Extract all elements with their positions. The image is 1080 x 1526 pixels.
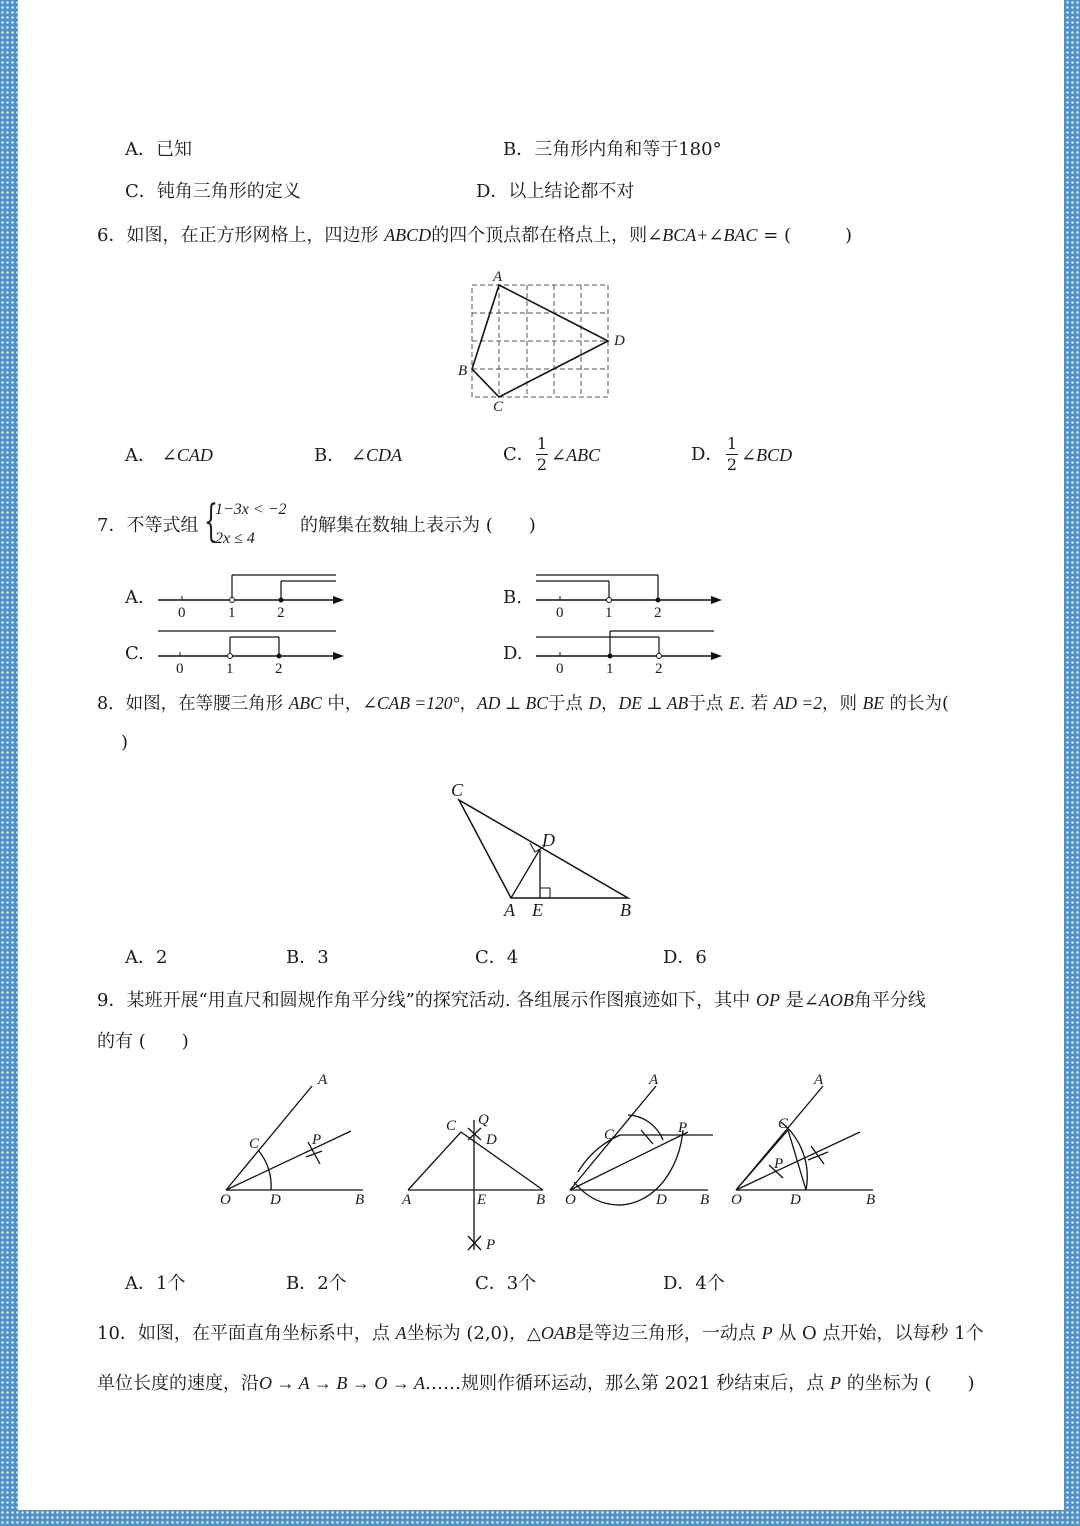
q9-figures [208,1060,888,1260]
q9-f2-label-c: C [446,1118,457,1134]
q9-option-b[interactable]: B．2个 [286,1273,347,1294]
q9-f2-label-d: D [486,1132,497,1148]
q7-option-c-numberline [158,626,348,676]
q10-stem-line2: 单位长度的速度，沿O → A → B → O → A……规则作循环运动，那么第 2021 秒结束后，点 P 的坐标为 ( ) [97,1373,975,1394]
q9-f2-label-b: B [536,1192,546,1208]
q9-stem-line2: 的有 ( ) [97,1031,189,1052]
q7-option-d-numberline [536,626,726,676]
q8-stem-close: ) [121,732,129,753]
q6-label-a: A [493,269,503,285]
q7b-tick-0: 0 [556,605,564,621]
q9-f1-label-a: A [318,1072,328,1088]
q5-option-a[interactable]: A．已知 [125,139,192,160]
q9-f3-label-o: O [565,1192,576,1208]
q7-stem-prefix: 7．不等式组 [97,515,199,536]
q7-option-d-label[interactable]: D. [503,643,523,664]
q8-option-c[interactable]: C．4 [475,947,519,968]
q6-option-d-label[interactable]: D． [691,444,724,465]
q8-label-a: A [504,900,515,920]
q7d-tick-1: 1 [606,661,614,677]
q6-option-d-fraction: 1 2 [726,434,738,474]
q8-label-b: B [620,900,631,920]
q7c-tick-0: 0 [176,661,184,677]
q9-option-d[interactable]: D．4个 [663,1273,725,1294]
q6-label-b: B [458,363,468,379]
q5-option-c[interactable]: C．钝角三角形的定义 [125,181,301,202]
q6-option-d-value: ∠BCD [741,445,793,465]
q6-option-a[interactable]: A． ∠CAD [125,445,213,466]
q9-f1-label-d: D [270,1192,281,1208]
q9-figure-3 [570,1086,713,1205]
q8-option-d[interactable]: D．6 [663,947,707,968]
q7b-tick-1: 1 [605,605,613,621]
q8-label-c: C [451,780,464,800]
q9-f4-label-b: B [866,1192,876,1208]
q6-option-c-label[interactable]: C． [503,444,535,465]
q9-f3-label-p: P [678,1120,688,1136]
q7a-tick-1: 1 [228,605,236,621]
q9-f3-label-d: D [656,1192,667,1208]
q8-option-a[interactable]: A．2 [125,947,168,968]
q9-f4-label-c: C [778,1116,789,1132]
q9-figure-1 [226,1086,363,1190]
q8-label-d: D [542,830,555,850]
q7-brace: { [204,496,218,547]
q9-figure-4 [736,1086,873,1190]
q9-f2-label-e: E [477,1192,487,1208]
q6-option-c-value: ∠ABC [551,445,601,465]
q9-f4-label-d: D [790,1192,801,1208]
q8-label-e: E [532,900,543,920]
q9-f1-label-o: O [220,1192,231,1208]
q9-f3-label-b: B [700,1192,710,1208]
q9-option-a[interactable]: A．1个 [125,1273,186,1294]
q9-f2-label-a: A [402,1192,412,1208]
q9-f4-label-a: A [814,1072,824,1088]
q8-stem: 8．如图，在等腰三角形 ABC 中，∠CAB =120°，AD ⊥ BC于点 D，DE ⊥ AB于点 E. 若 AD =2，则 BE 的长为( [97,693,949,714]
q9-f3-label-a: A [649,1072,659,1088]
q7-option-a-label[interactable]: A. [125,587,144,608]
q9-f1-label-b: B [355,1192,365,1208]
q7-option-c-label[interactable]: C. [125,643,144,664]
q9-option-c[interactable]: C．3个 [475,1273,537,1294]
q9-f1-label-p: P [312,1132,322,1148]
q9-f1-label-c: C [249,1136,260,1152]
q8-triangle-figure [443,778,663,923]
q9-f4-label-o: O [731,1192,742,1208]
q7a-tick-0: 0 [178,605,186,621]
q6-label-c: C [493,399,504,415]
q7b-tick-2: 2 [654,605,662,621]
q6-grid-figure [448,268,648,418]
q6-option-b[interactable]: B． ∠CDA [314,445,403,466]
q7c-tick-1: 1 [226,661,234,677]
q9-f2-label-q: Q [478,1112,489,1128]
q6-label-d: D [614,333,625,349]
q7d-tick-0: 0 [556,661,564,677]
q7a-tick-2: 2 [277,605,285,621]
q10-stem-line1: 10．如图，在平面直角坐标系中，点 A坐标为 (2,0)，△OAB是等边三角形，一动点 P 从 O 点开始，以每秒 1个 [97,1323,984,1344]
q9-f4-label-p: P [774,1156,784,1172]
q7c-tick-2: 2 [275,661,283,677]
q7-inequality-1: 1−3x < −2 [215,501,287,518]
q7d-tick-2: 2 [655,661,663,677]
q7-option-b-label[interactable]: B. [503,587,522,608]
q7-stem-suffix: 的解集在数轴上表示为 ( ) [300,515,536,536]
q5-option-b[interactable]: B．三角形内角和等于180° [503,139,722,160]
q6-option-c-fraction: 1 2 [536,434,548,474]
q9-f3-label-c: C [604,1127,615,1143]
q7-inequality-2: 2x ≤ 4 [215,530,255,547]
q8-option-b[interactable]: B．3 [286,947,329,968]
q6-stem: 6．如图，在正方形网格上，四边形 ABCD的四个顶点都在格点上，则∠BCA+∠BAC = ( ) [97,225,853,246]
q9-f2-label-p: P [486,1237,496,1253]
q7-option-a-numberline [158,570,348,620]
q5-option-d[interactable]: D．以上结论都不对 [476,181,635,202]
q9-figure-2 [408,1120,546,1250]
q9-stem-line1: 9．某班开展“用直尺和圆规作角平分线”的探究活动. 各组展示作图痕迹如下，其中 OP 是∠AOB角平分线 [97,990,926,1011]
exam-page [18,0,1064,1510]
q7-option-b-numberline [536,570,726,620]
